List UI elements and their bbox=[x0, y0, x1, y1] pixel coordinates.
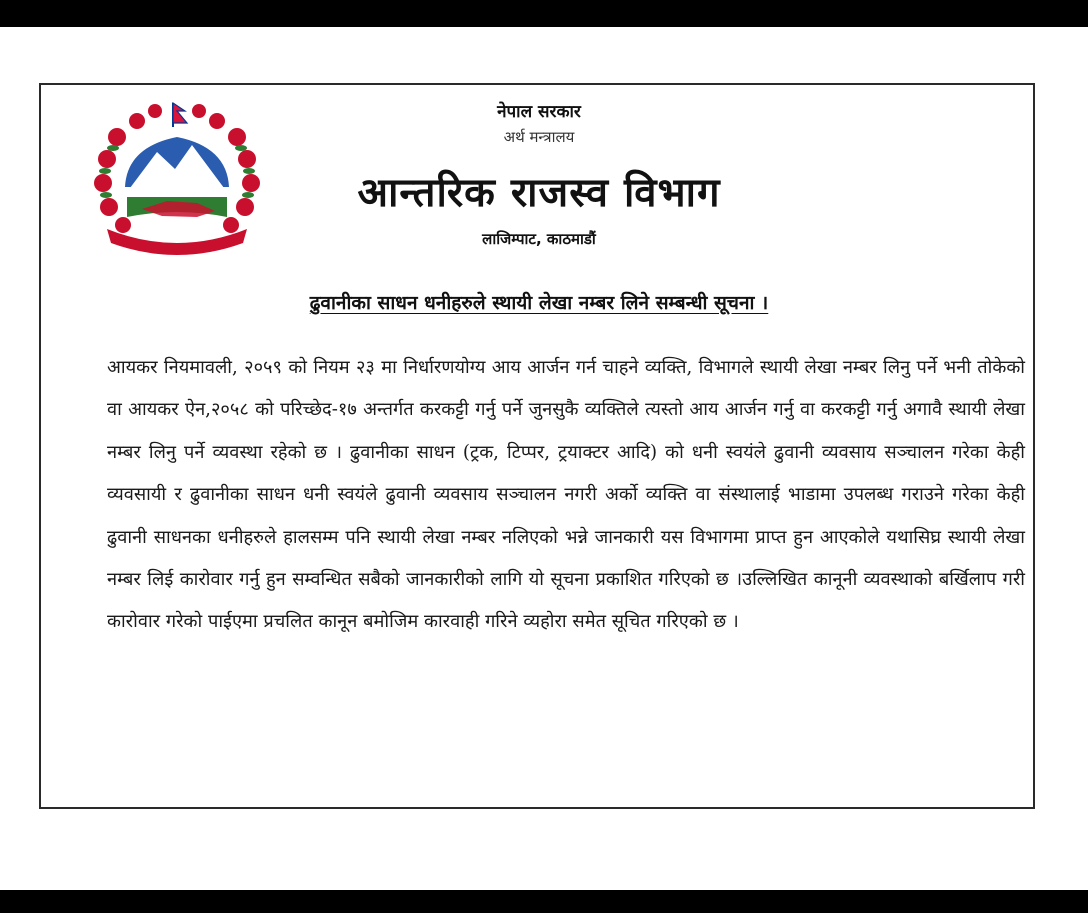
department-name: आन्तरिक राजस्व विभाग bbox=[357, 169, 721, 216]
notice-document bbox=[39, 83, 1035, 809]
ministry-name: अर्थ मन्त्रालय bbox=[503, 128, 575, 146]
notice-title-text: ढुवानीका साधन धनीहरुले स्थायी लेखा नम्बर लिने सम्बन्धी सूचना । bbox=[309, 292, 769, 314]
top-black-bar bbox=[0, 0, 1088, 27]
bottom-black-bar bbox=[0, 890, 1088, 913]
notice-title bbox=[41, 289, 1037, 315]
government-name: नेपाल सरकार bbox=[497, 102, 581, 122]
office-location: लाजिम्पाट, काठमाडौं bbox=[482, 230, 596, 248]
notice-body-text: आयकर नियमावली, २०५९ को नियम २३ मा निर्धारणयोग्य आय आर्जन गर्न चाहने व्यक्ति, विभागले स्थायी लेखा नम्बर लिनु पर्ने भनी तोकेको वा आयकर ऐन,२०५८ को परिच्छेद-१७ अन्तर्गत करकट्टी गर्नु पर्ने जुनसुकै व्यक्तिले त्यस्तो आय आर्जन गर्नु वा करकट्टी गर्नु अगावै स्थायी लेखा नम्बर लिनु पर्ने व्यवस्था रहेको छ । ढुवानीका साधन (ट्रक, टिप्पर, ट्रयाक्टर आदि) को धनी स्वयंले ढुवानी व्यवसाय सञ्चालन गरेका केही व्यवसायी र ढुवानीका साधन धनी स्वयंले ढुवानी व्यवसाय सञ्चालन नगरी अर्को व्यक्ति वा संस्थालाई भाडामा उपलब्ध गराउने गरेका केही ढुवानी साधनका धनीहरुले हालसम्म पनि स्थायी लेखा नम्बर नलिएको भन्ने जानकारी यस विभागमा प्राप्त हुन आएकोले यथासिघ्र स्थायी लेखा नम्बर लिई कारोवार गर्नु हुन सम्वन्धित सबैको जानकारीको लागि यो सूचना प्रकाशित गरिएको छ ।उल्लिखित कानूनी व्यवस्थाको बर्खिलाप गरी कारोवार गरेको पाईएमा प्रचलित कानून बमोजिम कारवाही गरिने व्यहोरा समेत सूचित गरिएको छ । bbox=[107, 357, 1025, 633]
